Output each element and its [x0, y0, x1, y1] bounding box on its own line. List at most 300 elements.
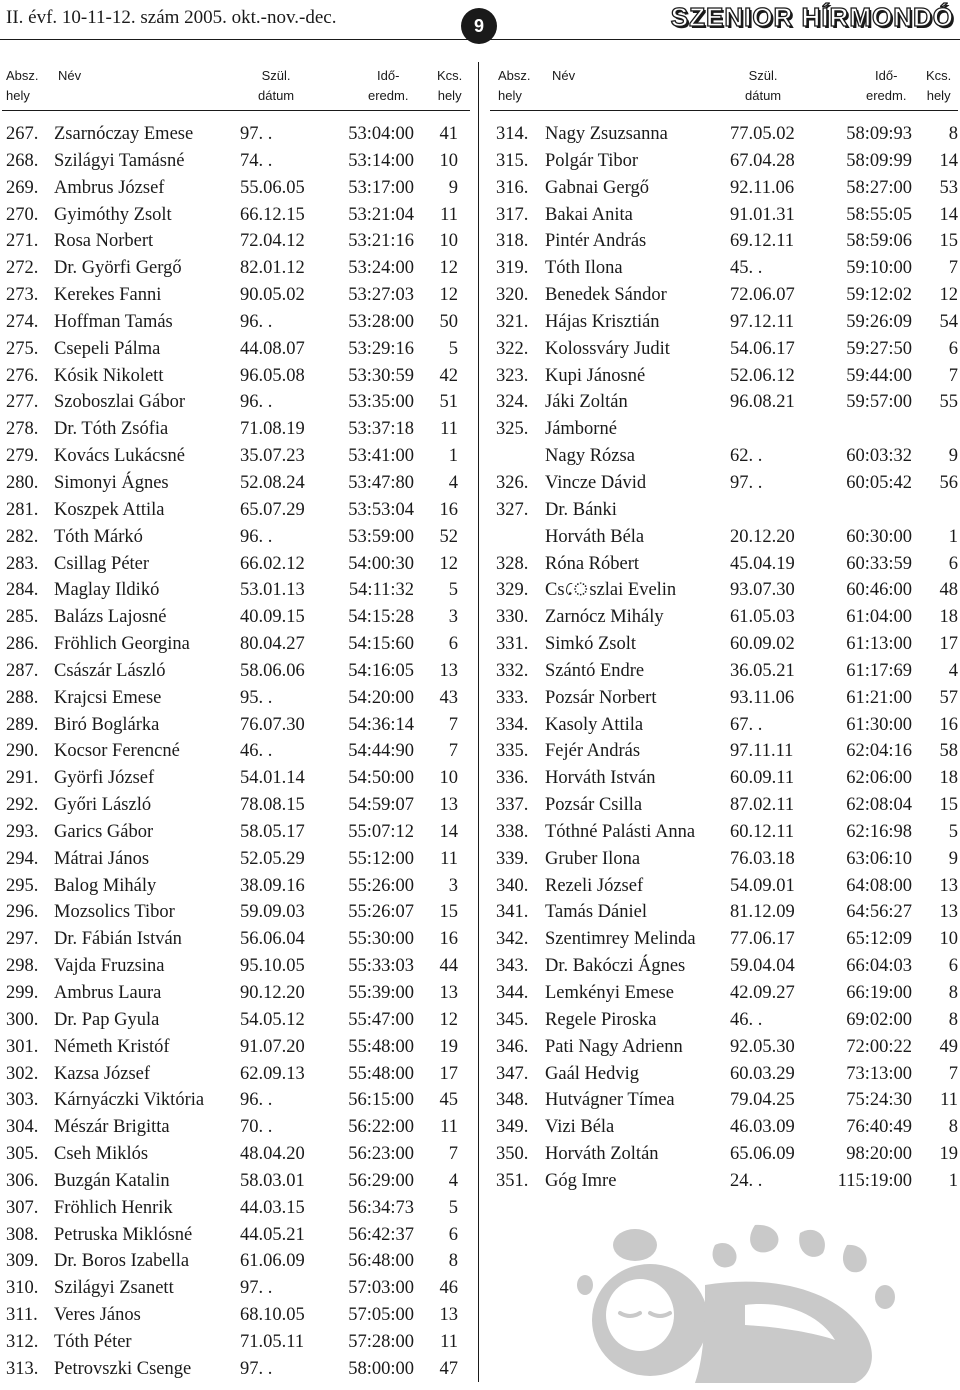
- finish-time: 73:13:00: [846, 1063, 912, 1084]
- place-number: 267.: [6, 124, 39, 144]
- place-number: 274.: [6, 311, 39, 332]
- athlete-name: Tóthné Palásti Anna: [545, 821, 696, 842]
- place-number: 277.: [6, 392, 39, 413]
- result-row: [0, 1114, 470, 1141]
- result-row: [0, 1302, 470, 1329]
- finish-time: 54:59:07: [348, 795, 414, 816]
- athlete-name: Mozsolics Tibor: [54, 902, 175, 923]
- athlete-name: Pozsár Norbert: [545, 687, 657, 708]
- result-row: [0, 604, 470, 631]
- birth-date: 24. .: [730, 1170, 763, 1191]
- athlete-name: Hoffman Tamás: [54, 311, 173, 332]
- result-row: [490, 926, 960, 953]
- birth-date: 66.02.12: [240, 553, 305, 574]
- athlete-name: Dr. Bánki: [545, 499, 617, 520]
- category-rank: 12: [439, 1009, 458, 1030]
- finish-time: 59:12:02: [846, 285, 912, 306]
- athlete-name: Balázs Lajosné: [54, 607, 167, 628]
- athlete-name: Fröhlich Georgina: [54, 634, 190, 655]
- category-rank: 12: [439, 258, 458, 279]
- result-row: [0, 1329, 470, 1356]
- category-rank: 11: [440, 204, 458, 225]
- result-row: [0, 1356, 470, 1383]
- birth-date: 20.12.20: [730, 526, 795, 547]
- athlete-name: Tóth Péter: [54, 1331, 132, 1352]
- category-rank: 42: [439, 365, 458, 386]
- birth-date: 45.04.19: [730, 553, 795, 574]
- place-number: 295.: [6, 875, 39, 896]
- place-number: 346.: [496, 1036, 529, 1057]
- birth-date: 44.05.21: [240, 1224, 305, 1245]
- category-rank: 11: [440, 419, 458, 440]
- place-number: 276.: [6, 365, 39, 386]
- result-row: [490, 1034, 960, 1061]
- category-rank: 9: [448, 177, 458, 198]
- result-row: [490, 685, 960, 712]
- category-rank: 5: [448, 338, 458, 359]
- finish-time: 53:30:59: [348, 365, 414, 386]
- category-rank: 41: [439, 124, 458, 144]
- birth-date: 97. .: [240, 1278, 273, 1299]
- athlete-name: Kazsa József: [54, 1063, 151, 1084]
- category-rank: 1: [948, 1170, 958, 1191]
- birth-date: 48.04.20: [240, 1144, 305, 1165]
- result-row: [490, 363, 960, 390]
- athlete-name: Szántó Endre: [545, 660, 645, 681]
- finish-time: 57:28:00: [348, 1331, 414, 1352]
- place-number: 280.: [6, 472, 39, 493]
- athlete-name: Ambrus József: [54, 177, 165, 198]
- category-rank: 12: [439, 553, 458, 574]
- finish-time: 58:00:00: [348, 1358, 414, 1379]
- result-row: [0, 202, 470, 229]
- birth-date: 97.12.11: [730, 311, 795, 332]
- birth-date: 65.06.09: [730, 1144, 795, 1165]
- header-time: Idő- eredm.: [368, 68, 409, 103]
- birth-date: 90.12.20: [240, 983, 305, 1003]
- place-number: 302.: [6, 1063, 39, 1084]
- sleeping-baby-illustration: [555, 1205, 945, 1385]
- athlete-name: Nagy Rózsa: [545, 446, 635, 467]
- result-row: [490, 282, 960, 309]
- athlete-name: Gruber Ilona: [545, 848, 641, 869]
- finish-time: 62:08:04: [846, 795, 912, 816]
- finish-time: 63:06:10: [846, 848, 912, 869]
- result-row: [0, 336, 470, 363]
- result-row: [0, 712, 470, 739]
- finish-time: 55:39:00: [348, 983, 414, 1003]
- category-rank: 11: [440, 1117, 458, 1138]
- finish-time: 56:48:00: [348, 1251, 414, 1272]
- birth-date: 54.09.01: [730, 875, 795, 896]
- place-number: 336.: [496, 768, 529, 789]
- birth-date: 71.08.19: [240, 419, 305, 440]
- finish-time: 61:30:00: [846, 714, 912, 735]
- birth-date: 97. .: [730, 472, 763, 493]
- category-rank: 8: [948, 124, 958, 144]
- header-rank: Kcs. hely: [437, 68, 463, 103]
- birth-date: 55.06.05: [240, 177, 305, 198]
- category-rank: 6: [948, 956, 958, 977]
- finish-time: 53:21:04: [348, 204, 414, 225]
- finish-time: 60:33:59: [846, 553, 912, 574]
- place-number: 297.: [6, 929, 39, 950]
- birth-date: 46. .: [730, 1009, 763, 1030]
- result-row: [0, 282, 470, 309]
- finish-time: 55:30:00: [348, 929, 414, 950]
- result-row: [490, 765, 960, 792]
- birth-date: 62. .: [730, 446, 763, 467]
- finish-time: 53:14:00: [348, 150, 414, 171]
- result-row: [490, 551, 960, 578]
- result-row: [0, 631, 470, 658]
- result-row: [0, 819, 470, 846]
- place-number: 313.: [6, 1358, 39, 1379]
- birth-date: 76.07.30: [240, 714, 305, 735]
- place-number: 298.: [6, 956, 39, 977]
- place-number: 275.: [6, 338, 39, 359]
- result-row: [0, 175, 470, 202]
- finish-time: 98:20:00: [846, 1144, 912, 1165]
- birth-date: 60.09.11: [730, 768, 795, 789]
- birth-date: 58.06.06: [240, 660, 305, 681]
- finish-time: 56:34:73: [348, 1197, 414, 1218]
- category-rank: 12: [939, 285, 958, 306]
- place-number: 317.: [496, 204, 529, 225]
- category-rank: 47: [439, 1358, 458, 1379]
- birth-date: 70. .: [240, 1117, 273, 1138]
- birth-date: 45. .: [730, 258, 763, 279]
- athlete-name: Kasoly Attila: [545, 714, 644, 735]
- column-headers: [490, 66, 960, 108]
- place-number: 326.: [496, 472, 529, 493]
- place-number: 339.: [496, 848, 529, 869]
- result-row: [490, 953, 960, 980]
- place-number: 268.: [6, 150, 39, 171]
- category-rank: 10: [439, 150, 458, 171]
- finish-time: 59:26:09: [846, 311, 912, 332]
- finish-time: 55:26:07: [348, 902, 414, 923]
- finish-time: 58:27:00: [846, 177, 912, 198]
- finish-time: 56:15:00: [348, 1090, 414, 1111]
- category-rank: 17: [939, 634, 958, 655]
- finish-time: 59:44:00: [846, 365, 912, 386]
- athlete-name: Pati Nagy Adrienn: [545, 1036, 683, 1057]
- place-number: 281.: [6, 499, 39, 520]
- birth-date: 61.05.03: [730, 607, 795, 628]
- place-number: 316.: [496, 177, 529, 198]
- birth-date: 97.11.11: [730, 741, 794, 762]
- category-rank: 4: [448, 472, 458, 493]
- finish-time: 53:59:00: [348, 526, 414, 547]
- finish-time: 54:11:32: [348, 580, 414, 601]
- place-number: 332.: [496, 660, 529, 681]
- athlete-name: Gyimóthy Zsolt: [54, 204, 172, 225]
- place-number: 351.: [496, 1170, 529, 1191]
- athlete-name: Csেszlai Evelin: [545, 580, 677, 601]
- result-row: [0, 1141, 470, 1168]
- header-place: Absz. hely: [6, 68, 39, 103]
- category-rank: 13: [439, 1305, 458, 1326]
- category-rank: 11: [440, 848, 458, 869]
- category-rank: 13: [439, 660, 458, 681]
- finish-time: 53:37:18: [348, 419, 414, 440]
- place-number: 329.: [496, 580, 529, 601]
- athlete-name: Kolossváry Judit: [545, 338, 670, 359]
- birth-date: 76.03.18: [730, 848, 795, 869]
- athlete-name: Győri László: [54, 795, 152, 816]
- category-rank: 13: [939, 875, 958, 896]
- athlete-name: Dr. Fábián István: [54, 929, 182, 950]
- finish-time: 62:04:16: [846, 741, 912, 762]
- birth-date: 44.03.15: [240, 1197, 305, 1218]
- athlete-name: Regele Piroska: [545, 1009, 657, 1030]
- birth-date: 78.08.15: [240, 795, 305, 816]
- birth-date: 72.06.07: [730, 285, 795, 306]
- place-number: 290.: [6, 741, 39, 762]
- athlete-name: Maglay Ildikó: [54, 580, 160, 601]
- athlete-name: Vizi Béla: [545, 1117, 615, 1138]
- place-number: 291.: [6, 768, 39, 789]
- birth-date: 96. .: [240, 392, 273, 413]
- category-rank: 44: [439, 956, 458, 977]
- category-rank: 8: [948, 983, 958, 1003]
- place-number: 343.: [496, 956, 529, 977]
- athlete-name: Petrovszki Csenge: [54, 1358, 192, 1379]
- birth-date: 67. .: [730, 714, 763, 735]
- athlete-name: Benedek Sándor: [545, 285, 667, 306]
- category-rank: 49: [939, 1036, 958, 1057]
- result-row: [490, 712, 960, 739]
- birth-date: 93.07.30: [730, 580, 795, 601]
- result-row: [490, 792, 960, 819]
- athlete-name: Veres János: [54, 1305, 141, 1326]
- place-number: 341.: [496, 902, 529, 923]
- finish-time: 66:19:00: [846, 983, 912, 1003]
- category-rank: 4: [948, 660, 958, 681]
- finish-time: 55:12:00: [348, 848, 414, 869]
- finish-time: 55:26:00: [348, 875, 414, 896]
- place-number: 325.: [496, 419, 529, 440]
- place-number: 271.: [6, 231, 39, 252]
- result-row: [490, 175, 960, 202]
- place-number: 294.: [6, 848, 39, 869]
- category-rank: 7: [448, 741, 458, 762]
- finish-time: 61:17:69: [846, 660, 912, 681]
- category-rank: 9: [948, 848, 958, 869]
- result-row: [0, 1222, 470, 1249]
- result-row: [0, 497, 470, 524]
- finish-time: 60:30:00: [846, 526, 912, 547]
- finish-time: 56:29:00: [348, 1170, 414, 1191]
- header-birth: Szül. dátum: [258, 68, 295, 103]
- athlete-name: Fejér András: [545, 741, 641, 762]
- birth-date: 82.01.12: [240, 258, 305, 279]
- finish-time: 58:59:06: [846, 231, 912, 252]
- place-number: 293.: [6, 821, 39, 842]
- category-rank: 14: [439, 821, 458, 842]
- result-row: [490, 470, 960, 497]
- place-number: 311.: [6, 1305, 38, 1326]
- result-row: [490, 1061, 960, 1088]
- category-rank: 58: [939, 741, 958, 762]
- category-rank: 1: [948, 526, 958, 547]
- athlete-name: Hájas Krisztián: [545, 311, 660, 332]
- result-row: [490, 416, 960, 443]
- category-rank: 6: [948, 553, 958, 574]
- place-number: 333.: [496, 687, 529, 708]
- athlete-name: Kovács Lukácsné: [54, 446, 185, 467]
- result-row: [490, 309, 960, 336]
- result-row: [490, 577, 960, 604]
- place-number: 288.: [6, 687, 39, 708]
- result-row: [0, 1007, 470, 1034]
- result-row: [490, 846, 960, 873]
- athlete-name: Polgár Tibor: [545, 150, 639, 171]
- finish-time: 54:15:60: [348, 634, 414, 655]
- category-rank: 12: [439, 285, 458, 306]
- athlete-name: Horváth Zoltán: [545, 1144, 659, 1165]
- place-number: 310.: [6, 1278, 39, 1299]
- birth-date: 90.05.02: [240, 285, 305, 306]
- birth-date: 52.08.24: [240, 472, 305, 493]
- birth-date: 92.05.30: [730, 1036, 795, 1057]
- category-rank: 16: [939, 714, 958, 735]
- birth-date: 52.05.29: [240, 848, 305, 869]
- finish-time: 54:00:30: [348, 553, 414, 574]
- place-number: 285.: [6, 607, 39, 628]
- finish-time: 60:05:42: [846, 472, 912, 493]
- result-row: [0, 765, 470, 792]
- header-name: Név: [552, 68, 576, 83]
- birth-date: 77.05.02: [730, 124, 795, 144]
- header-birth: Szül. dátum: [745, 68, 782, 103]
- result-row: [0, 228, 470, 255]
- athlete-name: Dr. Bakóczi Ágnes: [545, 956, 686, 977]
- result-row: [490, 604, 960, 631]
- place-number: 328.: [496, 553, 529, 574]
- birth-date: 61.06.09: [240, 1251, 305, 1272]
- athlete-name: Tamás Dániel: [545, 902, 647, 923]
- result-row: [490, 1168, 960, 1195]
- birth-date: 97. .: [240, 1358, 273, 1379]
- athlete-name: Dr. Györfi Gergő: [54, 258, 182, 279]
- birth-date: 91.07.20: [240, 1036, 305, 1057]
- finish-time: 55:07:12: [348, 821, 414, 842]
- column-divider: [478, 62, 479, 1382]
- result-row: [490, 899, 960, 926]
- athlete-name: Cseh Miklós: [54, 1144, 149, 1165]
- finish-time: 55:47:00: [348, 1009, 414, 1030]
- place-number: 312.: [6, 1331, 39, 1352]
- place-number: 306.: [6, 1170, 39, 1191]
- result-row: [490, 1087, 960, 1114]
- birth-date: 71.05.11: [240, 1331, 305, 1352]
- category-rank: 16: [439, 499, 458, 520]
- birth-date: 53.01.13: [240, 580, 305, 601]
- category-rank: 15: [939, 231, 958, 252]
- category-rank: 6: [448, 634, 458, 655]
- result-row: [490, 389, 960, 416]
- place-number: 284.: [6, 580, 39, 601]
- result-row: [490, 497, 960, 524]
- place-number: 269.: [6, 177, 39, 198]
- place-number: 345.: [496, 1009, 529, 1030]
- birth-date: 69.12.11: [730, 231, 795, 252]
- finish-time: 59:10:00: [846, 258, 912, 279]
- place-number: 314.: [496, 124, 529, 144]
- athlete-name: Zsarnóczay Emese: [54, 124, 194, 144]
- finish-time: 59:27:50: [846, 338, 912, 359]
- birth-date: 72.04.12: [240, 231, 305, 252]
- result-row: [0, 738, 470, 765]
- category-rank: 13: [939, 902, 958, 923]
- athlete-name: Szilágyi Zsanett: [54, 1278, 174, 1299]
- place-number: 318.: [496, 231, 529, 252]
- finish-time: 62:06:00: [846, 768, 912, 789]
- result-row: [490, 631, 960, 658]
- place-number: 303.: [6, 1090, 39, 1111]
- finish-time: 54:15:28: [348, 607, 414, 628]
- result-row: [0, 926, 470, 953]
- result-row: [0, 577, 470, 604]
- finish-time: 53:24:00: [348, 258, 414, 279]
- birth-date: 60.09.02: [730, 634, 795, 655]
- finish-time: 60:03:32: [846, 446, 912, 467]
- place-number: 286.: [6, 634, 39, 655]
- result-row: [0, 121, 470, 148]
- birth-date: 87.02.11: [730, 795, 795, 816]
- category-rank: 11: [440, 1331, 458, 1352]
- result-row: [0, 148, 470, 175]
- athlete-name: Ambrus Laura: [54, 983, 162, 1003]
- athlete-name: Szoboszlai Gábor: [54, 392, 186, 413]
- birth-date: 68.10.05: [240, 1305, 305, 1326]
- finish-time: 64:08:00: [846, 875, 912, 896]
- birth-date: 60.12.11: [730, 821, 795, 842]
- category-rank: 13: [439, 795, 458, 816]
- result-row: [490, 228, 960, 255]
- athlete-name: Jámborné: [545, 419, 617, 440]
- athlete-name: Róna Róbert: [545, 553, 640, 574]
- category-rank: 7: [448, 1144, 458, 1165]
- athlete-name: Dr. Pap Gyula: [54, 1009, 160, 1030]
- finish-time: 66:04:03: [846, 956, 912, 977]
- header-rule-left: [2, 110, 470, 111]
- finish-time: 53:53:04: [348, 499, 414, 520]
- birth-date: 58.03.01: [240, 1170, 305, 1191]
- category-rank: 5: [948, 821, 958, 842]
- category-rank: 6: [948, 338, 958, 359]
- place-number: 282.: [6, 526, 39, 547]
- category-rank: 8: [448, 1251, 458, 1272]
- result-row: [490, 255, 960, 282]
- category-rank: 7: [948, 1063, 958, 1084]
- place-number: 273.: [6, 285, 39, 306]
- place-number: 289.: [6, 714, 39, 735]
- athlete-name: Simonyi Ágnes: [54, 472, 169, 493]
- place-number: 349.: [496, 1117, 529, 1138]
- header-name: Név: [58, 68, 82, 83]
- finish-time: 55:48:00: [348, 1063, 414, 1084]
- athlete-name: Kupi Jánosné: [545, 365, 646, 386]
- finish-time: 57:03:00: [348, 1278, 414, 1299]
- athlete-name: Németh Kristóf: [54, 1036, 170, 1057]
- athlete-name: Szilágyi Tamásné: [54, 150, 185, 171]
- place-number: 315.: [496, 150, 529, 171]
- finish-time: 53:47:80: [348, 472, 414, 493]
- result-row: [490, 819, 960, 846]
